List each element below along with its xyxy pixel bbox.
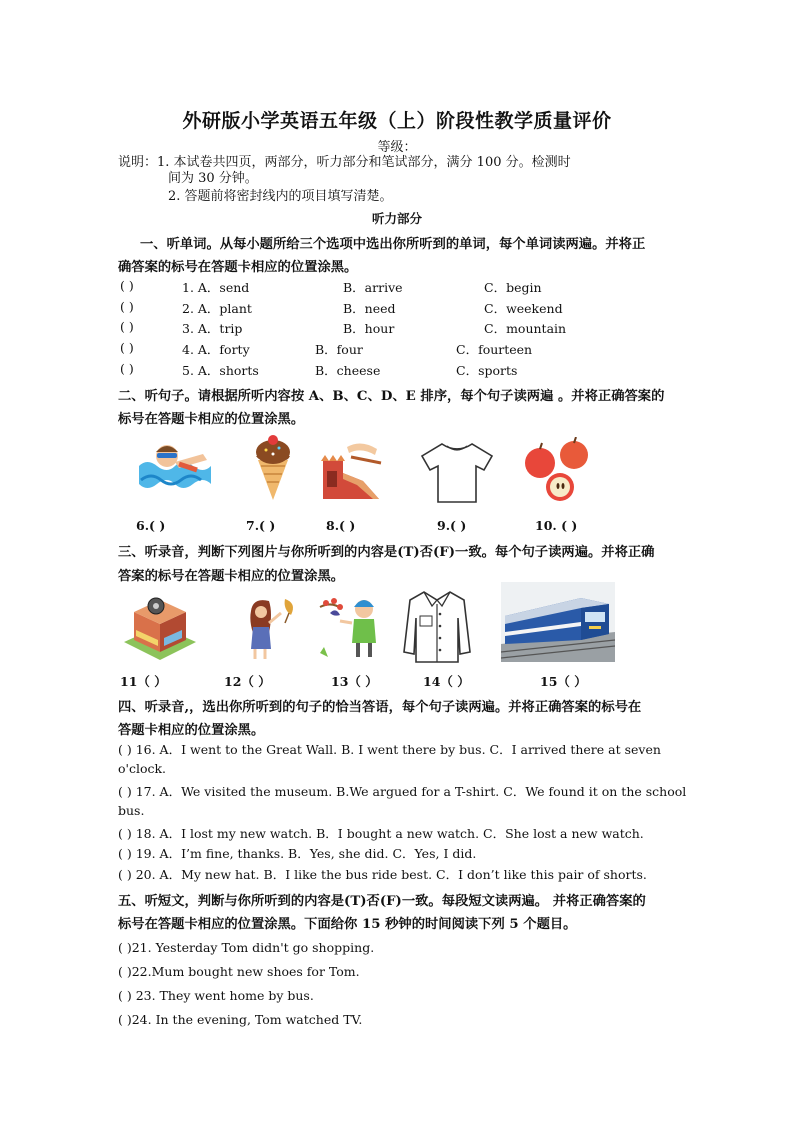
grade-label: 等级：	[377, 140, 417, 155]
part5-title-cont: 标号在答题卡相应的位置涂黑。下面给你 15 秒钟的时间阅读下列 5 个题目。	[118, 917, 577, 932]
great-wall-image	[317, 437, 387, 503]
option-c: C．fourteen	[456, 342, 533, 358]
option-b: B．need	[343, 300, 396, 316]
answer-paren: ( )	[120, 360, 134, 376]
instruction-1-cont: 间为 30 分钟。	[168, 171, 258, 186]
option-c: C．begin	[484, 280, 542, 295]
swimmer-image	[137, 436, 213, 494]
ice-cream-image	[252, 434, 294, 502]
cinema-image	[120, 590, 200, 664]
question-24: ( )24. In the evening, Tom watched TV.	[118, 1012, 363, 1027]
question-22: ( )22.Mum bought new shoes for Tom.	[118, 964, 360, 979]
answer-paren: ( )	[120, 278, 134, 293]
girl-leaf-image	[245, 593, 305, 661]
answer-label-11: 11（ ）	[120, 674, 167, 689]
shirt-image	[402, 588, 472, 664]
question-17-cont: bus.	[118, 803, 145, 818]
section-listening: 听力部分	[371, 211, 422, 226]
boy-bird-image	[318, 593, 380, 659]
answer-label-15: 15（ ）	[540, 674, 587, 689]
option-b: B．arrive	[343, 280, 403, 295]
part4-title-cont: 答题卡相应的位置涂黑。	[118, 723, 265, 738]
part3-title: 三、听录音，判断下列图片与你所听到的内容是(T)否(F)一致。每个句子读两遍。并将正确	[118, 545, 655, 560]
answer-label-7: 7.( )	[246, 518, 276, 533]
option-b: B．cheese	[315, 362, 381, 378]
instruction-2: 2. 答题前将密封线内的项目填写清楚。	[168, 189, 393, 204]
option-a: 4. A．forty	[182, 342, 250, 358]
instruction-1: 说明：1. 本试卷共四页，两部分，听力部分和笔试部分，满分 100 分。检测时	[118, 155, 571, 170]
question-18: ( ) 18. A．I lost my new watch. B．I bought a new watch. C．She lost a new watch.	[118, 826, 644, 841]
question-19: ( ) 19. A．I’m fine, thanks. B．Yes, she did. C．Yes, I did.	[118, 846, 477, 861]
question-20: ( ) 20. A．My new hat. B．I like the bus ride best. C．I don’t like this pair of shorts.	[118, 867, 647, 882]
option-b: B．hour	[343, 321, 395, 337]
part1-title-cont: 确答案的标号在答题卡相应的位置涂黑。	[118, 260, 358, 275]
option-c: C．mountain	[484, 321, 567, 337]
answer-paren: ( )	[120, 298, 134, 314]
answer-paren: ( )	[120, 340, 134, 356]
answer-label-10: 10. ( )	[535, 518, 578, 533]
answer-label-14: 14（ ）	[423, 674, 470, 689]
apples-image	[522, 437, 592, 503]
answer-label-12: 12（ ）	[224, 674, 271, 689]
option-a: 2. A．plant	[182, 300, 252, 316]
option-a: 1. A．send	[182, 280, 250, 295]
answer-label-6: 6.( )	[136, 518, 166, 533]
t-shirt-image	[420, 440, 494, 504]
answer-paren: ( )	[120, 319, 134, 335]
option-a: 3. A．trip	[182, 321, 243, 337]
option-b: B．four	[315, 342, 363, 358]
option-a: 5. A．shorts	[182, 362, 259, 378]
option-c: C．weekend	[484, 300, 563, 316]
part2-title-cont: 标号在答题卡相应的位置涂黑。	[118, 412, 305, 427]
page-title: 外研版小学英语五年级（上）阶段性教学质量评价	[182, 110, 612, 132]
train-image	[501, 582, 615, 662]
question-16: ( ) 16. A．I went to the Great Wall. B. I went there by bus. C．I arrived there at seven	[118, 742, 661, 757]
part2-title: 二、听句子。请根据所听内容按 A、B、C、D、E 排序，每个句子读两遍 。并将正确答案的	[118, 389, 665, 404]
answer-label-9: 9.( )	[437, 518, 467, 533]
part4-title: 四、听录音,，选出你所听到的句子的恰当答语，每个句子读两遍。并将正确答案的标号在	[118, 700, 642, 715]
question-16-cont: o'clock.	[118, 761, 167, 776]
part1-title: 一、听单词。从每小题所给三个选项中选出你所听到的单词，每个单词读两遍。并将正	[140, 237, 646, 252]
option-c: C．sports	[456, 362, 518, 378]
question-21: ( )21. Yesterday Tom didn't go shopping.	[118, 940, 375, 955]
question-23: ( ) 23. They went home by bus.	[118, 988, 314, 1003]
answer-label-13: 13（ ）	[331, 674, 378, 689]
part3-title-cont: 答案的标号在答题卡相应的位置涂黑。	[118, 569, 345, 584]
answer-label-8: 8.( )	[326, 518, 356, 533]
part5-title: 五、听短文，判断与你所听到的内容是(T)否(F)一致。每段短文读两遍。 并将正确答案的	[118, 894, 646, 909]
question-17: ( ) 17. A．We visited the museum. B.We argued for a T-shirt. C．We found it on the school	[118, 784, 687, 799]
